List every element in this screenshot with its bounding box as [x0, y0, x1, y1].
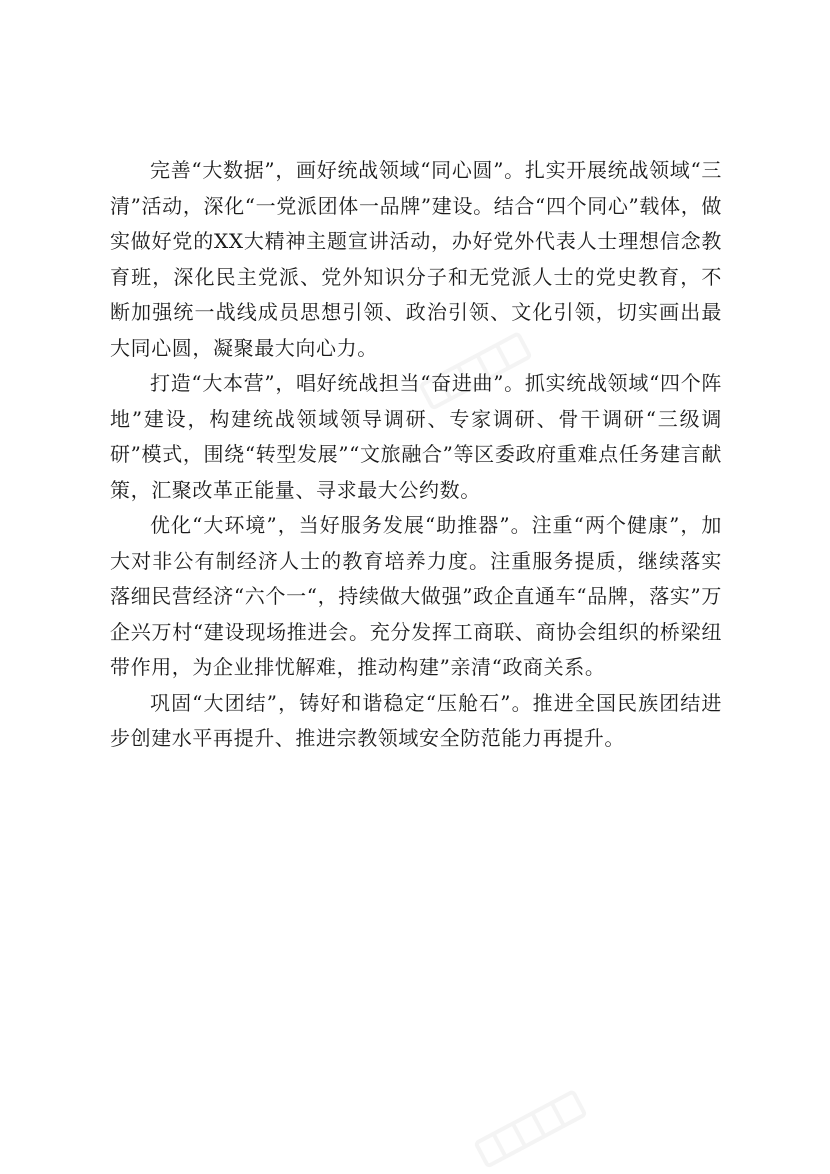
- document-body: [110, 153, 722, 757]
- watermark-icon-bottom: [455, 1088, 605, 1168]
- paragraph-base-camp: 打造“大本营”，唱好统战担当“奋进曲”。抓实统战领域“四个阵地”建设，构建统战领域领导调研、专家调研、骨干调研“三级调研”模式，围绕“转型发展”“文旅融合”等区委政府重难点任务建言献策，汇聚改革正能量、寻求最大公约数。: [110, 371, 722, 502]
- paragraph-unity-circle: 完善“大数据”，画好统战领域“同心圆”。扎实开展统战领域“三清”活动，深化“一党派团体一品牌”建设。结合“四个同心”载体，做实做好党的XX大精神主题宣讲活动，办好党外代表人士理想信念教育班，深化民主党派、党外知识分子和无党派人士的党史教育，不断加强统一战线成员思想引领、政治引领、文化引领，切实画出最大同心圆，凝聚最大向心力。: [110, 158, 722, 360]
- paragraph-solidarity: 巩固“大团结”，铸好和谐稳定“压舱石”。推进全国民族团结进步创建水平再提升、推进宗教领域安全防范能力再提升。: [110, 690, 722, 750]
- paragraph-environment: 优化“大环境”，当好服务发展“助推器”。注重“两个健康”，加大对非公有制经济人士的教育培养力度。注重服务提质，继续落实落细民营经济“六个一“，持续做大做强”政企直通车“品牌，落实”万企兴万村“建设现场推进会。充分发挥工商联、商协会组织的桥梁纽带作用，为企业排忧解难，推动构建”亲清“政商关系。: [110, 513, 722, 679]
